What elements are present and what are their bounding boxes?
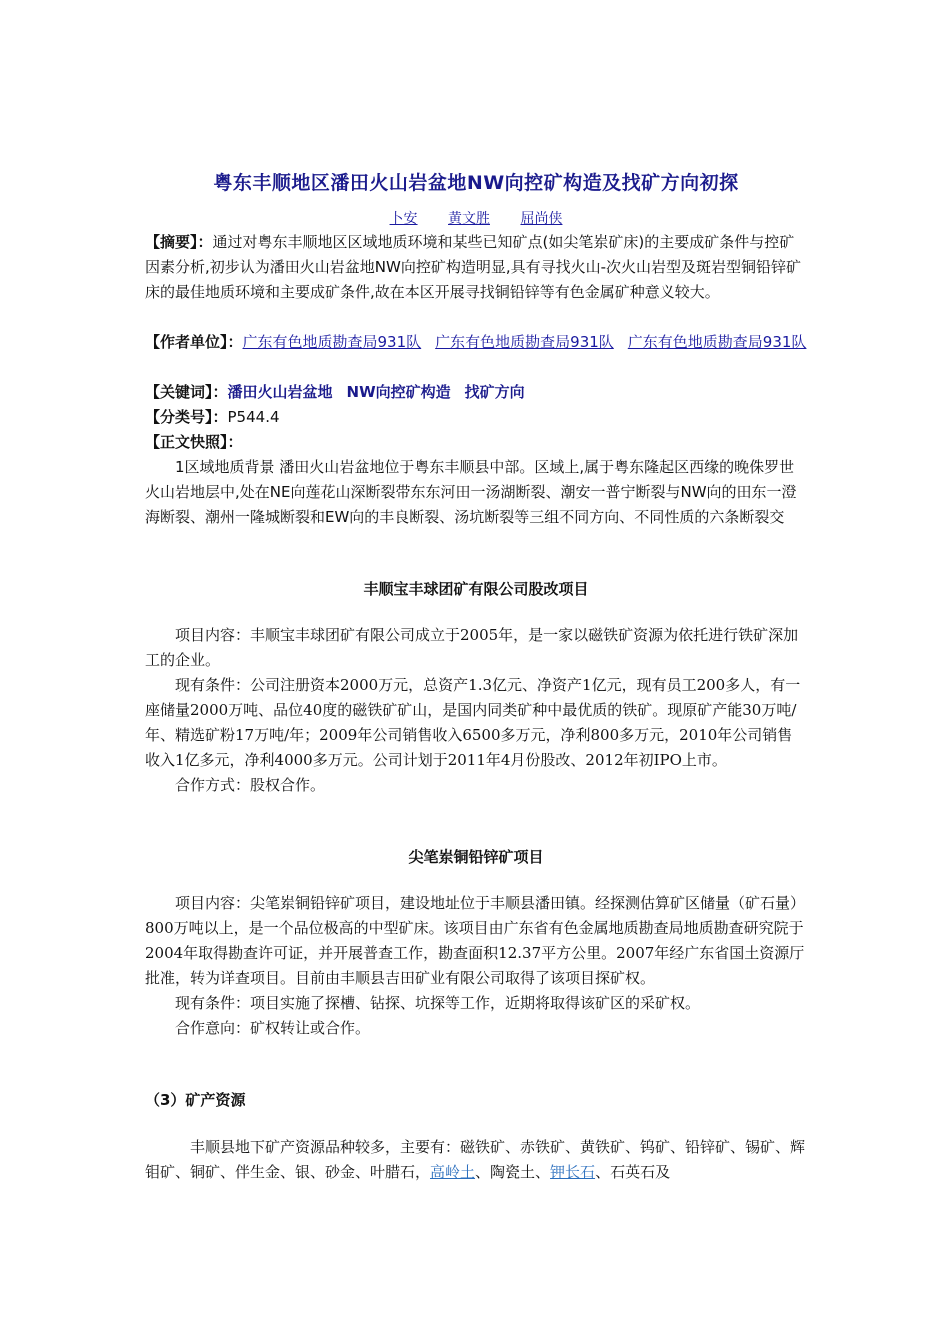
resources-text: 、石英石及: [595, 1163, 671, 1181]
abstract-section: [145, 230, 807, 305]
project2-paragraph: 现有条件：项目实施了探槽、钻探、坑探等工作，近期将取得该矿区的采矿权。: [175, 994, 701, 1012]
author-link[interactable]: 屈尚侠: [520, 211, 563, 227]
project1-body: [145, 623, 807, 798]
resources-paragraph: [145, 1135, 807, 1185]
classification-label: 【分类号】：: [145, 408, 228, 426]
keyword-link[interactable]: 找矿方向: [464, 383, 525, 401]
project1-paragraph: 现有条件：公司注册资本2000万元，总资产1.3亿元、净资产1亿元，现有员工200多人，有一座储量2000万吨、品位40度的磁铁矿矿山，是国内同类矿种中最优质的铁矿。现原矿产能30万吨/年、精选矿粉17万吨/年；2009年公司销售收入6500多万元，净利800多万元，2010年公司销售收入1亿多元，净利4000多万元。公司计划于2011年4月份股改、2012年初IPO上市。: [145, 676, 801, 769]
snapshot-label-row: [145, 430, 807, 455]
affiliation-link[interactable]: 广东有色地质勘查局931队: [242, 333, 422, 351]
feldspar-link[interactable]: 钾长石: [550, 1163, 596, 1181]
snapshot-label: 【正文快照】：: [145, 433, 243, 451]
resources-text: 、陶瓷土、: [475, 1163, 551, 1181]
project1-heading: 丰顺宝丰球团矿有限公司股改项目: [363, 580, 589, 598]
affiliation-label: 【作者单位】：: [145, 333, 243, 351]
keywords-section: [145, 380, 807, 405]
project1-paragraph: 项目内容：丰顺宝丰球团矿有限公司成立于2005年，是一家以磁铁矿资源为依托进行铁矿深加工的企业。: [145, 626, 799, 669]
project2-body: [145, 891, 807, 1041]
author-list: [145, 208, 807, 228]
snapshot-text: 1区域地质背景 潘田火山岩盆地位于粤东丰顺县中部。区域上,属于粤东隆起区西缘的晚侏罗世火山岩地层中,处在NE向莲花山深断裂带东东河田一汤湖断裂、潮安一普宁断裂与NW向的田东一澄海断裂、潮州一隆城断裂和EW向的丰良断裂、汤坑断裂等三组不同方向、不同性质的六条断裂交: [145, 458, 797, 526]
article-title: 粤东丰顺地区潘田火山岩盆地NW向控矿构造及找矿方向初探: [213, 172, 739, 194]
abstract-text: 通过对粤东丰顺地区区域地质环境和某些已知矿点(如尖笔岽矿床)的主要成矿条件与控矿因素分析,初步认为潘田火山岩盆地NW向控矿构造明显,具有寻找火山-次火山岩型及斑岩型铜铅锌矿床的最佳地质环境和主要成矿条件,故在本区开展寻找铜铅锌等有色金属矿种意义较大。: [145, 233, 802, 301]
author-link[interactable]: 卜安: [389, 211, 418, 227]
classification-section: [145, 405, 807, 430]
project2-paragraph: 项目内容：尖笔岽铜铅锌矿项目，建设地址位于丰顺县潘田镇。经探测估算矿区储量（矿石量）800万吨以上，是一个品位极高的中型矿床。该项目由广东省有色金属地质勘查局地质勘查研究院于2004年取得勘查许可证，并开展普查工作，勘查面积12.37平方公里。2007年经广东省国土资源厅批准，转为详查项目。目前由丰顺县吉田矿业有限公司取得了该项目探矿权。: [145, 894, 806, 987]
resources-heading: （3）矿产资源: [145, 1091, 246, 1109]
keyword-link[interactable]: 潘田火山岩盆地: [227, 383, 333, 401]
project2-paragraph: 合作意向：矿权转让或合作。: [175, 1019, 371, 1037]
abstract-label: 【摘要】：: [145, 233, 213, 251]
affiliation-section: [145, 330, 807, 355]
keywords-label: 【关键词】：: [145, 383, 228, 401]
affiliation-link[interactable]: 广东有色地质勘查局931队: [627, 333, 807, 351]
keyword-link[interactable]: NW向控矿构造: [346, 383, 451, 401]
author-link[interactable]: 黄文胜: [448, 211, 490, 227]
kaolin-link[interactable]: 高岭土: [430, 1163, 476, 1181]
project2-heading: 尖笔岽铜铅锌矿项目: [408, 848, 544, 866]
resources-text: 丰顺县地下矿产资源品种较多，主要有：磁铁矿、赤铁矿、黄铁矿、钨矿、铅锌矿、锡矿、辉钼矿、铜矿、伴生金、银、砂金、叶腊石，: [145, 1138, 806, 1181]
project1-paragraph: 合作方式：股权合作。: [175, 776, 326, 794]
affiliation-link[interactable]: 广东有色地质勘查局931队: [435, 333, 614, 351]
classification-value: P544.4: [227, 408, 280, 426]
